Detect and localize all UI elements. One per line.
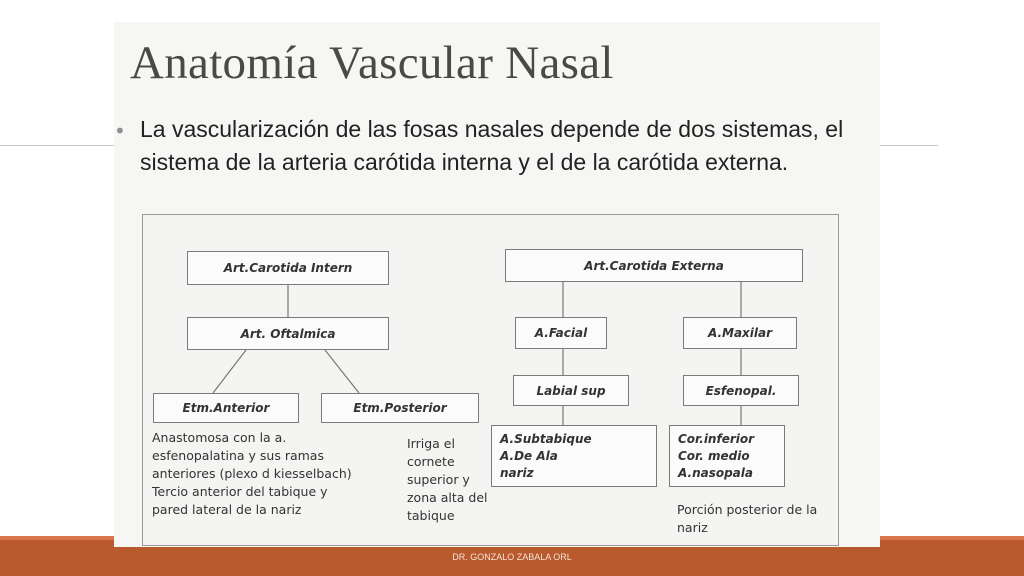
note-maxilar-line-1: Porción posterior de la: [677, 502, 818, 517]
branch-cor-medio: Cor. medio: [678, 448, 750, 463]
note-posterior-line-5: tabique: [407, 508, 455, 523]
node-etm-posterior: Etm.Posterior: [321, 393, 479, 423]
node-labial-sup: Labial sup: [513, 375, 629, 406]
note-anterior-line-2: esfenopalatina y sus ramas: [152, 448, 324, 463]
note-posterior-etm: [407, 435, 507, 525]
note-posterior-line-4: zona alta del: [407, 490, 488, 505]
line-oftalmica-etm-anterior: [213, 350, 246, 393]
branch-de-ala: A.De Ala: [500, 448, 558, 463]
footer-credit: DR. GONZALO ZABALA ORL: [452, 552, 572, 562]
line-oftalmica-etm-posterior: [325, 350, 359, 393]
slide-title: Anatomía Vascular Nasal: [130, 37, 614, 89]
note-posterior-line-2: cornete: [407, 454, 455, 469]
bullet-icon: •: [114, 119, 126, 143]
node-maxilar-branches: [669, 425, 785, 487]
note-maxilar: [677, 501, 847, 537]
branch-nariz: nariz: [500, 465, 534, 480]
note-anterior-line-5: pared lateral de la nariz: [152, 502, 302, 517]
branch-subtabique: A.Subtabique: [500, 431, 592, 446]
branch-nasopala: A.nasopala: [678, 465, 753, 480]
note-anterior: [152, 429, 392, 519]
note-anterior-line-3: anteriores (plexo d kiesselbach): [152, 466, 352, 481]
vascular-diagram: [142, 214, 839, 546]
node-oftalmica: Art. Oftalmica: [187, 317, 389, 350]
node-carotida-interna: Art.Carotida Intern: [187, 251, 389, 285]
note-anterior-line-4: Tercio anterior del tabique y: [152, 484, 328, 499]
left-rule: [0, 145, 114, 146]
node-maxilar: A.Maxilar: [683, 317, 797, 349]
node-facial-branches: [491, 425, 657, 487]
node-esfenopal: Esfenopal.: [683, 375, 799, 406]
note-maxilar-line-2: nariz: [677, 520, 708, 535]
note-anterior-line-1: Anastomosa con la a.: [152, 430, 287, 445]
branch-cor-inferior: Cor.inferior: [678, 431, 755, 446]
node-facial: A.Facial: [515, 317, 607, 349]
note-posterior-line-3: superior y: [407, 472, 470, 487]
bullet-text: La vascularización de las fosas nasales depende de dos sistemas, el sistema de la arteria carótida interna y el de la carótida externa.: [140, 116, 844, 175]
node-carotida-externa: Art.Carotida Externa: [505, 249, 803, 282]
node-etm-anterior: Etm.Anterior: [153, 393, 299, 423]
note-posterior-line-1: Irriga el: [407, 436, 455, 451]
